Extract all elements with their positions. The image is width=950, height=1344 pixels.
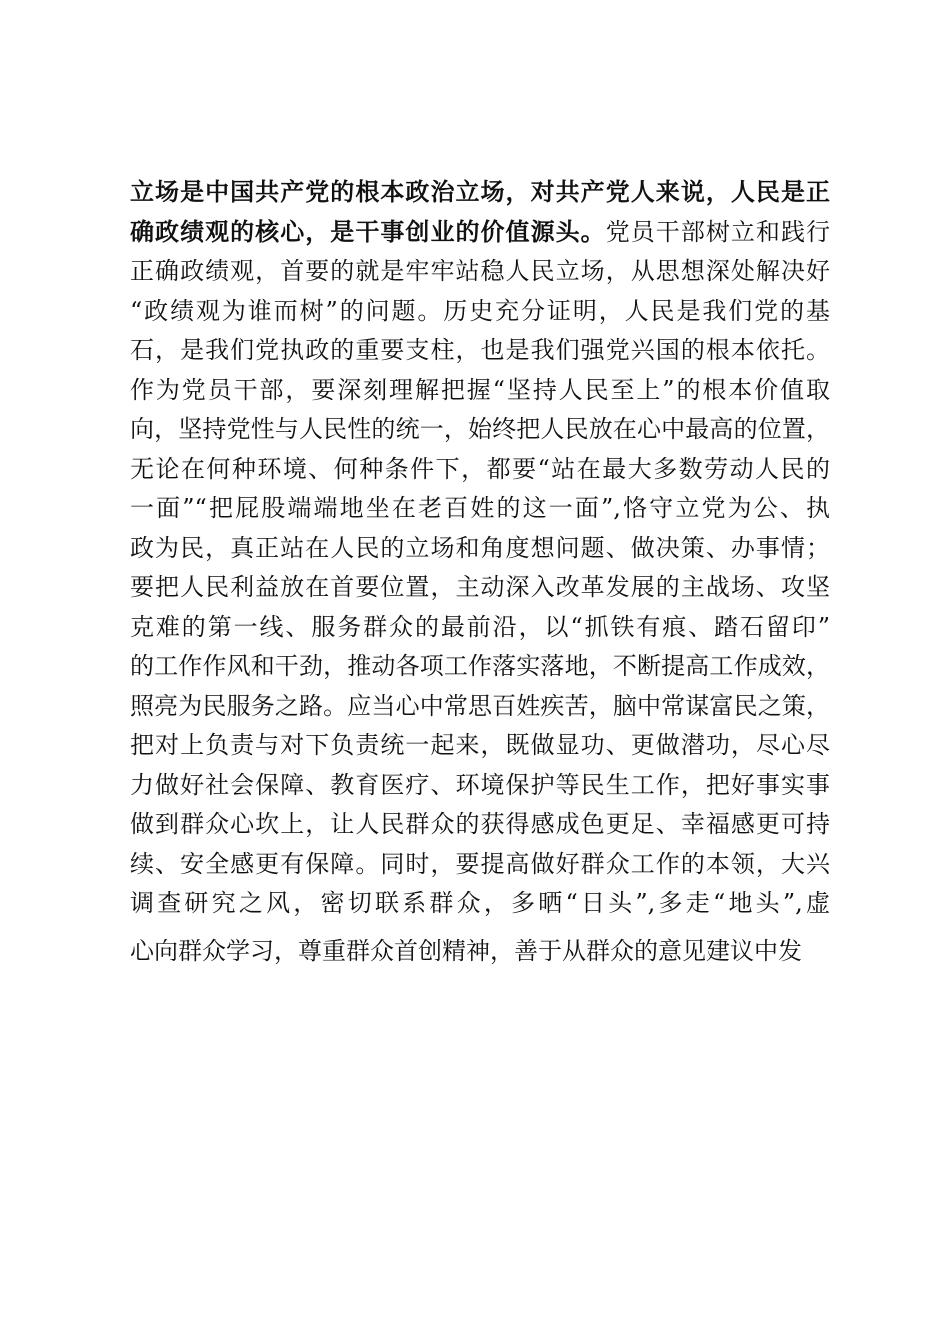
text-line-17: 做到群众心坎上，让人民群众的获得感成色更足、幸福感更可持 xyxy=(130,810,830,838)
text-line-5: 石，是我们党执政的重要支柱，也是我们强党兴国的根本依托。 xyxy=(130,336,830,364)
text-line-10: 政为民，真正站在人民的立场和角度想问题、做决策、办事情； xyxy=(130,533,830,562)
text-line-8: 无论在何种环境、何种条件下，都要“站在最大多数劳动人民的 xyxy=(130,454,830,483)
text-line-2 xyxy=(130,213,830,253)
bold-sentence-part-1: 立场是中国共产党的根本政治立场，对共产党人来说，人民是正 xyxy=(130,178,830,206)
text-line-9: 一面”“把屁股端端地坐在老百姓的这一面”,恪守立党为公、执 xyxy=(130,494,830,522)
text-line-11: 要把人民利益放在首要位置，主动深入改革发展的主战场、攻坚 xyxy=(130,573,830,601)
text-line-7: 向，坚持党性与人民性的统一，始终把人民放在心中最高的位置， xyxy=(130,415,830,443)
text-line-15: 把对上负责与对下负责统一起来，既做显功、更做潜功，尽心尽 xyxy=(130,731,830,759)
bold-sentence-part-2: 确政绩观的核心，是干事创业的价值源头。 xyxy=(130,217,606,246)
text-line-18: 续、安全感更有保障。同时，要提高做好群众工作的本领，大兴 xyxy=(130,849,830,878)
text-line-4: “政绩观为谁而树”的问题。历史充分证明，人民是我们党的基 xyxy=(130,296,830,325)
text-line-20: 心向群众学习，尊重群众首创精神，善于从群众的意见建议中发 xyxy=(130,936,802,965)
text-line-19: 调查研究之风，密切联系群众，多晒“日头”,多走“地头”,虚 xyxy=(130,889,830,917)
text-line-3: 正确政绩观，首要的就是牢牢站稳人民立场，从思想深处解决好 xyxy=(130,257,830,285)
text-line-16: 力做好社会保障、教育医疗、环境保护等民生工作，把好事实事 xyxy=(130,770,830,799)
body-text xyxy=(130,173,830,971)
text-line-6: 作为党员干部，要深刻理解把握“坚持人民至上”的根本价值取 xyxy=(130,375,830,404)
text-line-13: 的工作作风和干劲，推动各项工作落实落地，不断提高工作成效， xyxy=(130,652,830,680)
text-line-14: 照亮为民服务之路。应当心中常思百姓疾苦，脑中常谋富民之策， xyxy=(130,691,830,720)
text-line-1 xyxy=(130,173,830,213)
line-2-rest: 党员干部树立和践行 xyxy=(605,217,830,246)
text-line-12: 克难的第一线、服务群众的最前沿，以“抓铁有痕、踏石留印” xyxy=(130,612,830,641)
